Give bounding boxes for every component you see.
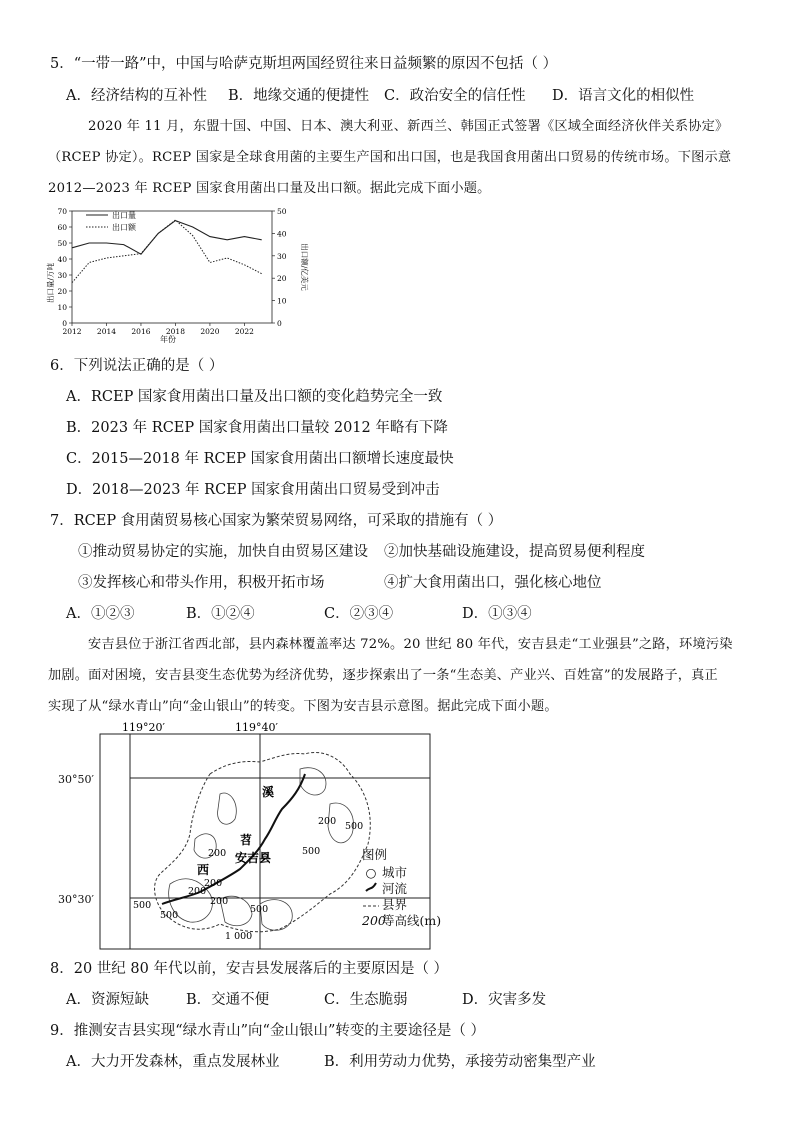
rcep-export-chart [44, 205, 309, 345]
contour-line-icon: 200 [362, 913, 386, 928]
boundary-dash-icon [362, 897, 380, 913]
y-left-tick-label: 30 [57, 271, 67, 280]
contour-label: 200 [210, 896, 229, 907]
q5-option-d: D．语言文化的相似性 [552, 88, 695, 104]
contour-line [218, 793, 237, 824]
city-circle-icon: ○ [365, 865, 377, 880]
river-char-xi: 溪 [262, 785, 275, 799]
legend-item-city [362, 865, 441, 881]
q8-option-b: B．交通不便 [186, 992, 270, 1008]
q6-option-b: B．2023 年 RCEP 国家食用菌出口量较 2012 年略有下降 [66, 420, 448, 436]
lat-label-2: 30°30′ [58, 893, 94, 906]
q7-option-b: B．①②④ [186, 606, 255, 622]
chart-plot-frame [72, 211, 272, 323]
river-line-icon [362, 881, 380, 897]
y-left-tick-label: 60 [57, 223, 67, 232]
y-right-tick-label: 0 [277, 319, 282, 328]
y-left-tick-label: 70 [57, 207, 67, 216]
q7-option-a: A．①②③ [66, 606, 135, 622]
passage-1-line-2: （RCEP 协定）。RCEP 国家是全球食用菌的主要生产国和出口国，也是我国食用菌出口贸易的传统市场。下图示意 [48, 150, 732, 165]
x-tick-label: 2020 [200, 327, 220, 336]
legend-item-boundary [362, 897, 441, 913]
contour-label: 500 [160, 910, 179, 921]
passage-2-line-3: 实现了从“绿水青山”向“金山银山”的转变。下图为安吉县示意图。据此完成下面小题。 [48, 699, 558, 714]
legend-label: 等高线(m) [382, 913, 442, 928]
passage-2-line-2: 加剧。面对困境，安吉县变生态优势为经济优势，逐步探索出了一条“生态美、产业兴、百姓富”的发展路子，真正 [48, 668, 718, 683]
city-label-anji: 安吉县 [235, 851, 272, 865]
series-line-export-value [72, 220, 262, 283]
chart-legend [86, 210, 137, 232]
x-tick-label: 2014 [96, 327, 117, 336]
passage-1-line-1: 2020 年 11 月，东盟十国、中国、日本、澳大利亚、新西兰、韩国正式签署《区域全面经济伙伴关系协定》 [88, 119, 729, 134]
contour-label: 500 [345, 821, 364, 832]
legend-label-export-volume: 出口量 [112, 211, 136, 220]
contour-label: 500 [133, 900, 152, 911]
chart-axes [72, 211, 272, 323]
y-right-tick-label: 30 [277, 251, 287, 261]
lat-label-1: 30°50′ [58, 773, 94, 786]
legend-label-export-value: 出口额 [112, 223, 136, 232]
q6-option-a: A．RCEP 国家食用菌出口量及出口额的变化趋势完全一致 [66, 389, 443, 405]
lon-label-2: 119°40′ [235, 721, 278, 734]
q8-option-c: C．生态脆弱 [324, 992, 408, 1008]
q7-option-d: D．①③④ [462, 606, 532, 622]
q7-item-1: ①推动贸易协定的实施，加快自由贸易区建设 [78, 544, 368, 560]
river-char-tiao: 苕 [240, 833, 253, 847]
contour-line [300, 768, 326, 795]
q6-option-c: C．2015—2018 年 RCEP 国家食用菌出口额增长速度最快 [66, 451, 454, 467]
q5-option-c: C．政治安全的信任性 [384, 88, 526, 104]
y-left-tick-label: 50 [57, 239, 67, 248]
chart-series [72, 220, 262, 283]
legend-label: 河流 [382, 881, 408, 896]
contour-label: 200 [208, 848, 227, 859]
legend-label: 城市 [382, 865, 408, 880]
legend-label: 县界 [382, 897, 408, 912]
chart-ticks [57, 207, 286, 336]
question-9-stem: 9．推测安吉县实现“绿水青山”向“金山银山”转变的主要途径是（ ） [50, 1023, 485, 1039]
y-right-tick-label: 40 [277, 229, 287, 239]
q7-option-c: C．②③④ [324, 606, 394, 622]
contour-label: 500 [250, 904, 269, 915]
chart-y-axis-right-label: 出口额/亿美元 [300, 243, 309, 291]
x-tick-label: 2022 [234, 327, 254, 336]
contour-label: 200 [318, 816, 337, 827]
y-left-tick-label: 10 [57, 303, 67, 312]
contour-label: 200 [188, 886, 207, 897]
question-6-stem: 6．下列说法正确的是（ ） [50, 358, 224, 374]
q9-option-b: B．利用劳动力优势，承接劳动密集型产业 [324, 1054, 596, 1070]
legend-item-river [362, 881, 441, 897]
q7-item-2: ②加快基础设施建设，提高贸易便利程度 [384, 544, 645, 560]
x-tick-label: 2016 [131, 327, 151, 336]
question-5-stem: 5．“一带一路”中，中国与哈萨克斯坦两国经贸往来日益频繁的原因不包括（ ） [50, 56, 558, 72]
series-line-export-volume [72, 221, 262, 255]
q7-item-3: ③发挥核心和带头作用，积极开拓市场 [78, 575, 325, 591]
chart-y-axis-left-label: 出口量/万吨 [46, 262, 55, 304]
river-char-west: 西 [197, 863, 210, 877]
q7-item-4: ④扩大食用菌出口，强化核心地位 [384, 575, 602, 591]
passage-1-line-3: 2012—2023 年 RCEP 国家食用菌出口量及出口额。据此完成下面小题。 [48, 181, 491, 196]
lon-label-1: 119°20′ [122, 721, 165, 734]
x-tick-label: 2012 [62, 327, 82, 336]
q8-option-d: D．灾害多发 [462, 992, 547, 1008]
contour-label: 200 [204, 878, 223, 889]
question-8-stem: 8．20 世纪 80 年代以前，安吉县发展落后的主要原因是（ ） [50, 961, 449, 977]
legend-item-contour [362, 913, 441, 929]
question-7-stem: 7．RCEP 食用菌贸易核心国家为繁荣贸易网络，可采取的措施有（ ） [50, 513, 503, 529]
q9-option-a: A．大力开发森林，重点发展林业 [66, 1054, 280, 1070]
map-legend [362, 847, 441, 929]
river-xitiaoxi [162, 774, 305, 904]
y-right-tick-label: 50 [277, 207, 287, 216]
y-left-tick-label: 0 [62, 319, 67, 328]
q5-option-a: A．经济结构的互补性 [66, 88, 207, 104]
contour-label: 500 [302, 846, 321, 857]
q6-option-d: D．2018—2023 年 RCEP 国家食用菌出口贸易受到冲击 [66, 482, 440, 498]
y-right-tick-label: 10 [277, 296, 287, 306]
y-left-tick-label: 40 [57, 255, 67, 264]
q8-option-a: A．资源短缺 [66, 992, 149, 1008]
y-left-tick-label: 20 [57, 287, 67, 296]
contour-label: 1 000 [225, 931, 253, 942]
y-right-tick-label: 20 [277, 274, 287, 284]
q5-option-b: B．地缘交通的便捷性 [228, 88, 370, 104]
x-tick-label: 2018 [165, 327, 185, 336]
passage-2-line-1: 安吉县位于浙江省西北部，县内森林覆盖率达 72%。20 世纪 80 年代，安吉县走“工业强县”之路，环境污染 [88, 637, 733, 652]
chart-x-axis-label: 年份 [160, 335, 176, 344]
map-legend-title: 图例 [362, 847, 388, 862]
